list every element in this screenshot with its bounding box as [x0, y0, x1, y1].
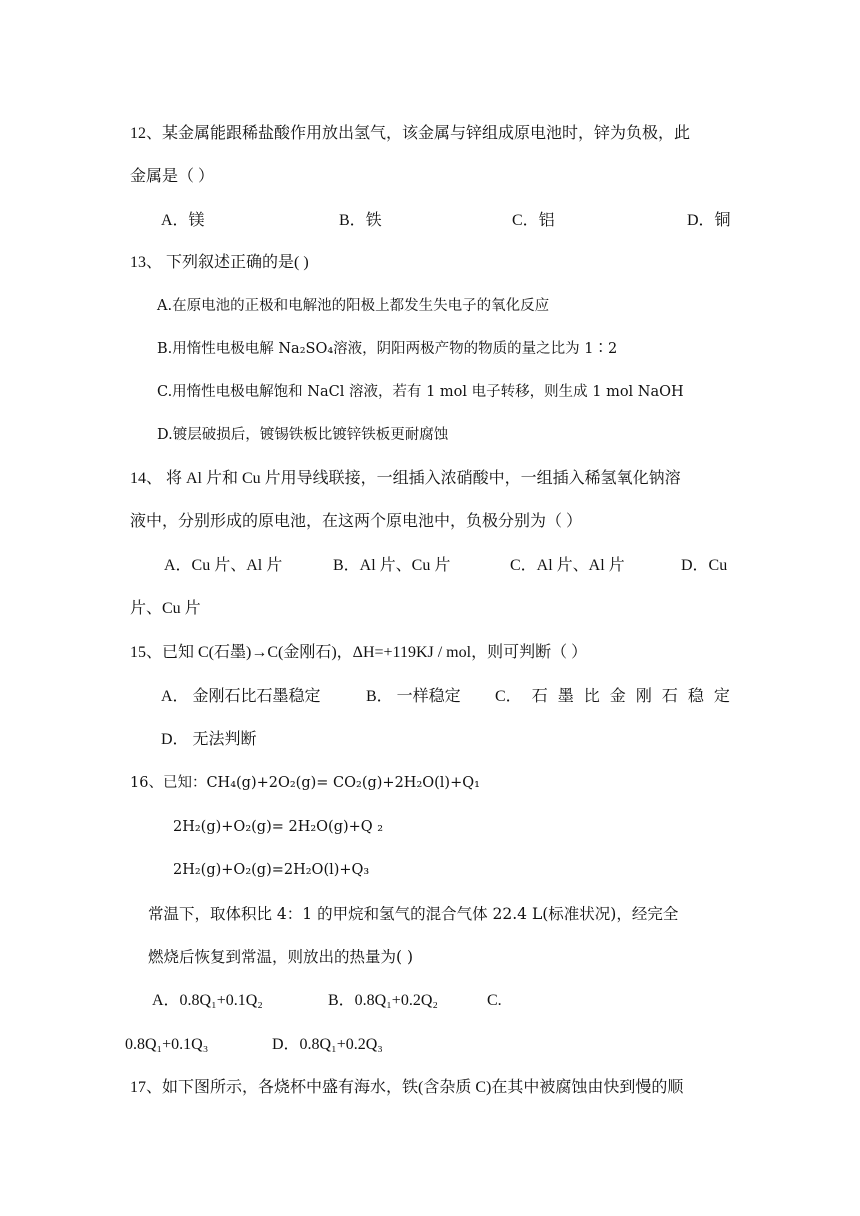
- q15-option-a: A． 金刚石比石墨稳定: [161, 688, 321, 705]
- q13-stem: 13、 下列叙述正确的是( ): [130, 254, 309, 271]
- q12-option-c: C．铝: [512, 212, 555, 229]
- q14-option-b: B．Al 片、Cu 片: [333, 557, 451, 574]
- q14-stem-line1: 14、 将 Al 片和 Cu 片用导线联接，一组插入浓硝酸中，一组插入稀氢氧化钠溶: [130, 470, 681, 487]
- q16-text-line2: 燃烧后恢复到常温，则放出的热量为( ): [148, 948, 414, 966]
- q13-option-c: C.用惰性电极电解饱和 NaCl 溶液，若有 1 mol 电子转移，则生成 1 mol NaOH: [157, 384, 684, 400]
- q13-option-d: D.镀层破损后，镀锡铁板比镀锌铁板更耐腐蚀: [157, 427, 449, 443]
- q15-option-b: B． 一样稳定: [366, 688, 461, 705]
- q15-option-d: D． 无法判断: [161, 731, 257, 748]
- q16-equation-3: 2H₂(g)+O₂(g)=2H₂O(l)+Q₃: [173, 862, 370, 878]
- q16-stem: 16、已知：CH₄(g)+2O₂(g)= CO₂(g)+2H₂O(l)+Q₁: [130, 775, 480, 791]
- q12-option-b: B．铁: [339, 212, 382, 229]
- q16-option-c-value: 0.8Q₁+0.1Q₃: [125, 1036, 209, 1053]
- q12-stem-line2: 金属是（ ）: [130, 168, 215, 185]
- q13-option-a: A.在原电池的正极和电解池的阳极上都发生失电子的氧化反应: [157, 298, 550, 314]
- q14-option-d: D．Cu: [681, 557, 728, 574]
- q12-stem-line1: 12、某金属能跟稀盐酸作用放出氢气，该金属与锌组成原电池时，锌为负极，此: [130, 125, 691, 142]
- q15-stem: 15、已知 C(石墨)→C(金刚石)，ΔH=+119KJ / mol，则可判断（ ）: [130, 644, 588, 661]
- q16-option-c: C.: [487, 992, 502, 1009]
- q15-option-c: C． 石 墨 比 金 刚 石 稳 定: [495, 688, 730, 705]
- q17-stem-line1: 17、如下图所示，各烧杯中盛有海水，铁(含杂质 C)在其中被腐蚀由快到慢的顺: [130, 1079, 684, 1096]
- q12-option-d: D．铜: [687, 212, 731, 229]
- q14-option-c: C．Al 片、Al 片: [510, 557, 625, 574]
- q16-option-d: D．0.8Q₁+0.2Q₃: [272, 1036, 383, 1053]
- q13-option-b: B.用惰性电极电解 Na₂SO₄溶液，阴阳两极产物的物质的量之比为 1∶2: [157, 341, 618, 357]
- q16-equation-2: 2H₂(g)+O₂(g)= 2H₂O(g)+Q ₂: [173, 819, 384, 835]
- q12-option-a: A．镁: [161, 212, 205, 229]
- q14-stem-line2: 液中，分别形成的原电池，在这两个原电池中，负极分别为（ ）: [130, 513, 583, 530]
- q16-option-a: A．0.8Q₁+0.1Q₂: [152, 992, 263, 1009]
- q16-option-b: B．0.8Q₁+0.2Q₂: [328, 992, 438, 1009]
- q14-option-d-wrap: 片、Cu 片: [130, 600, 201, 617]
- q16-text-line1: 常温下，取体积比 4：1 的甲烷和氢气的混合气体 22.4 L(标准状况)，经完全: [148, 905, 679, 923]
- q14-option-a: A．Cu 片、Al 片: [164, 557, 283, 574]
